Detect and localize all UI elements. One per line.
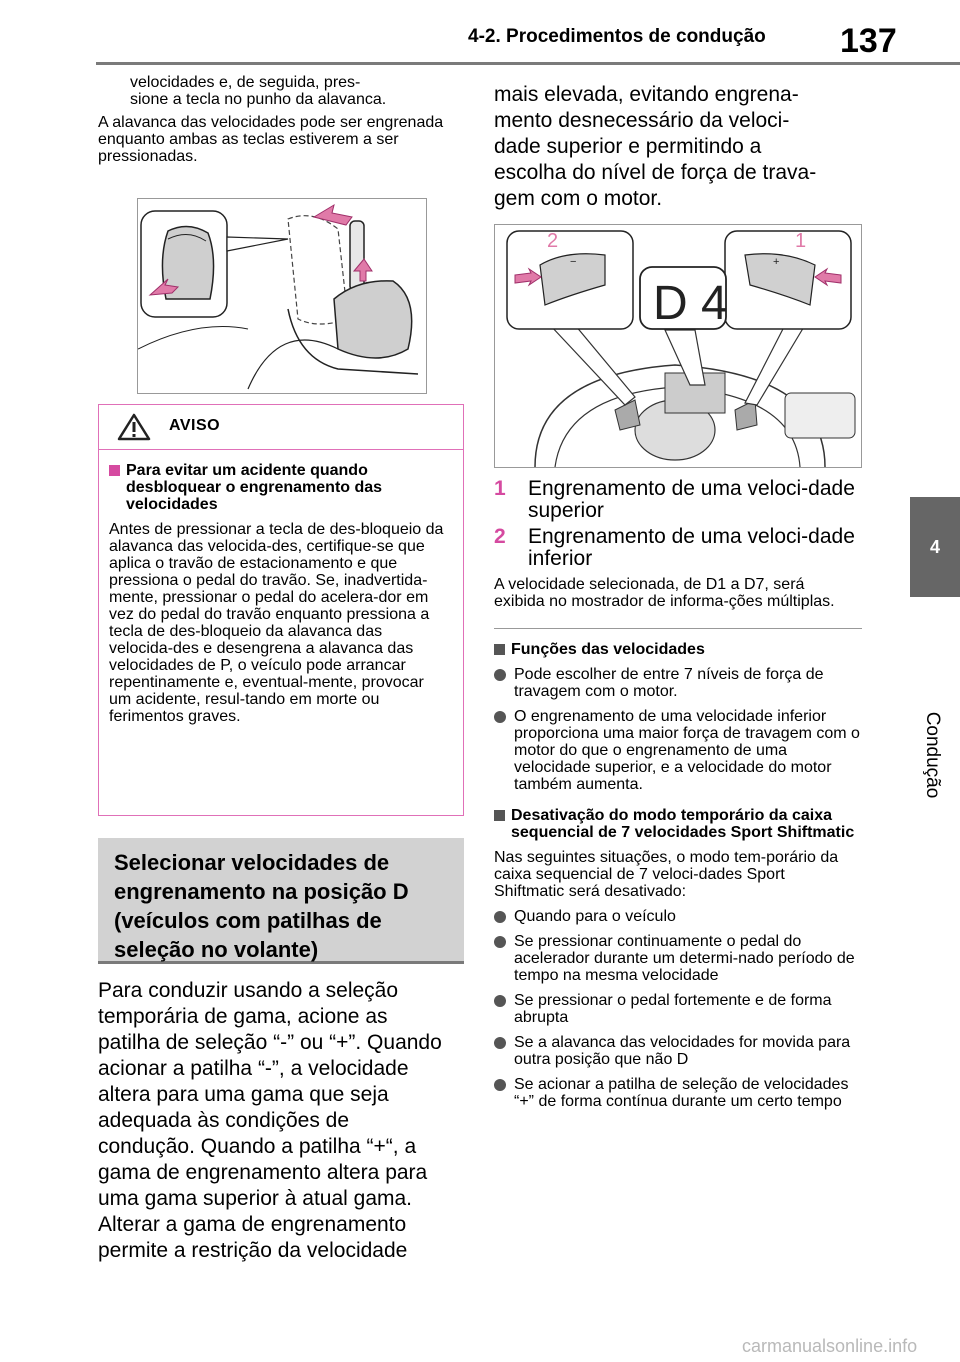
warning-header (99, 405, 463, 450)
divider (494, 628, 862, 629)
subsection-intro: Nas seguintes situações, o modo tem-porário da caixa sequencial de 7 veloci-dades Sport Shiftmatic será desativado: (494, 849, 839, 900)
bullet-icon (494, 911, 506, 923)
body-paragraph: Para conduzir usando a seleção temporária de gama, acione as patilha de seleção “-” ou “+”. Quando acionar a patilha “-”, a velocidade altera para uma gama que seja adequada às condições de condução. Quando a patilha “+“, a gama de engrenamento altera para uma gama superior à atual gama. Alterar a gama de engrenamento permite a restrição da velocidade (98, 979, 442, 1262)
plus-label: + (773, 256, 780, 268)
bullet-icon (494, 1037, 506, 1049)
gray-square-icon (494, 810, 505, 821)
watermark: carmanualsonline.info (742, 1336, 918, 1356)
page-number: 137 (840, 22, 897, 60)
section-heading: Selecionar velocidades de engrenamento na posição D (veículos com patilhas de seleção no volante) (114, 850, 409, 962)
list-item: Pode escolher de entre 7 níveis de força de travagem com o motor. (494, 666, 862, 700)
continuation-paragraph: mais elevada, evitando engrena-mento desnecessário da veloci-dade superior e permitindo a escolha do nível de força de trava-gem com o motor. (494, 83, 817, 210)
header-rule (96, 62, 960, 65)
bullet-icon (494, 936, 506, 948)
chapter-label: Condução (922, 711, 943, 799)
warning-triangle-icon (117, 413, 151, 441)
bullet-icon (494, 1079, 506, 1091)
intro-paragraph: A alavanca das velocidades pode ser engrenada enquanto ambas as teclas estiverem a ser pressionadas. (98, 114, 444, 165)
list-item: 1 Engrenamento de uma veloci-dade superior (494, 477, 855, 522)
bullet-icon (494, 669, 506, 681)
note-paragraph: A velocidade selecionada, de D1 a D7, será exibida no mostrador de informa-ções múltiplas. (494, 576, 835, 610)
left-column (98, 74, 466, 165)
subsection-title: Desativação do modo temporário da caixa sequencial de 7 velocidades Sport Shiftmatic (511, 807, 855, 841)
section-header: 4-2. Procedimentos de condução (468, 26, 766, 47)
list-item: O engrenamento de uma velocidade inferior proporciona uma maior força de travagem com o motor do que o engrenamento de uma velocidade superior, e a velocidade do motor também aumenta. (494, 708, 862, 793)
list-item: Se pressionar continuamente o pedal do acelerador durante um determi-nado período de tempo na mesma velocidade (494, 933, 862, 984)
warning-box (98, 404, 464, 816)
section-heading-box (98, 838, 464, 964)
callout-2: 2 (547, 230, 559, 252)
list-item: Se acionar a patilha de seleção de velocidades “+” de forma contínua durante um certo tempo (494, 1076, 862, 1110)
paddle-shift-illustration (495, 225, 861, 467)
list-item: Se a alavanca das velocidades for movida para outra posição que não D (494, 1034, 862, 1068)
list-item: Quando para o veículo (494, 908, 862, 925)
pink-square-icon (109, 465, 120, 476)
intro-continuation: velocidades e, de seguida, pres- sione a tecla no punho da alavanca. (130, 74, 387, 108)
bullet-icon (494, 711, 506, 723)
paddle-shift-figure (494, 224, 862, 468)
right-column-bottom (494, 478, 862, 1110)
chapter-tab: 4 (910, 497, 960, 597)
left-body (98, 978, 466, 1264)
subsection-title: Funções das velocidades (511, 641, 705, 658)
right-column-top (494, 82, 862, 212)
warning-body: Antes de pressionar a tecla de des-bloqueio da alavanca das velocida-des, certifique-se que aplica o travão de estacionamento e que pressiona o pedal do travão. Se, inadvertida-mente, pressionar o pedal do acelera-dor em vez do pedal do travão enquanto pressiona a tecla de des-bloqueio da alavanca das velocida-des e desengrena a alavanca das velocidades de P, o veículo pode arrancar repentinamente e, eventual-mente, provocar um acidente, resul-tando em morte ou ferimentos graves. (109, 521, 444, 725)
shift-lever-figure (137, 198, 427, 394)
bullet-icon (494, 995, 506, 1007)
list-item: 2 Engrenamento de uma veloci-dade inferior (494, 525, 855, 570)
callout-1: 1 (795, 230, 807, 252)
list-item: Se pressionar o pedal fortemente e de forma abrupta (494, 992, 862, 1026)
shift-lever-illustration (138, 199, 426, 393)
gear-display: D 4 (653, 277, 728, 330)
warning-heading: Para evitar um acidente quando desbloquear o engrenamento das velocidades (126, 462, 383, 513)
gray-square-icon (494, 644, 505, 655)
warning-title: AVISO (169, 417, 221, 434)
minus-label: − (570, 256, 577, 268)
